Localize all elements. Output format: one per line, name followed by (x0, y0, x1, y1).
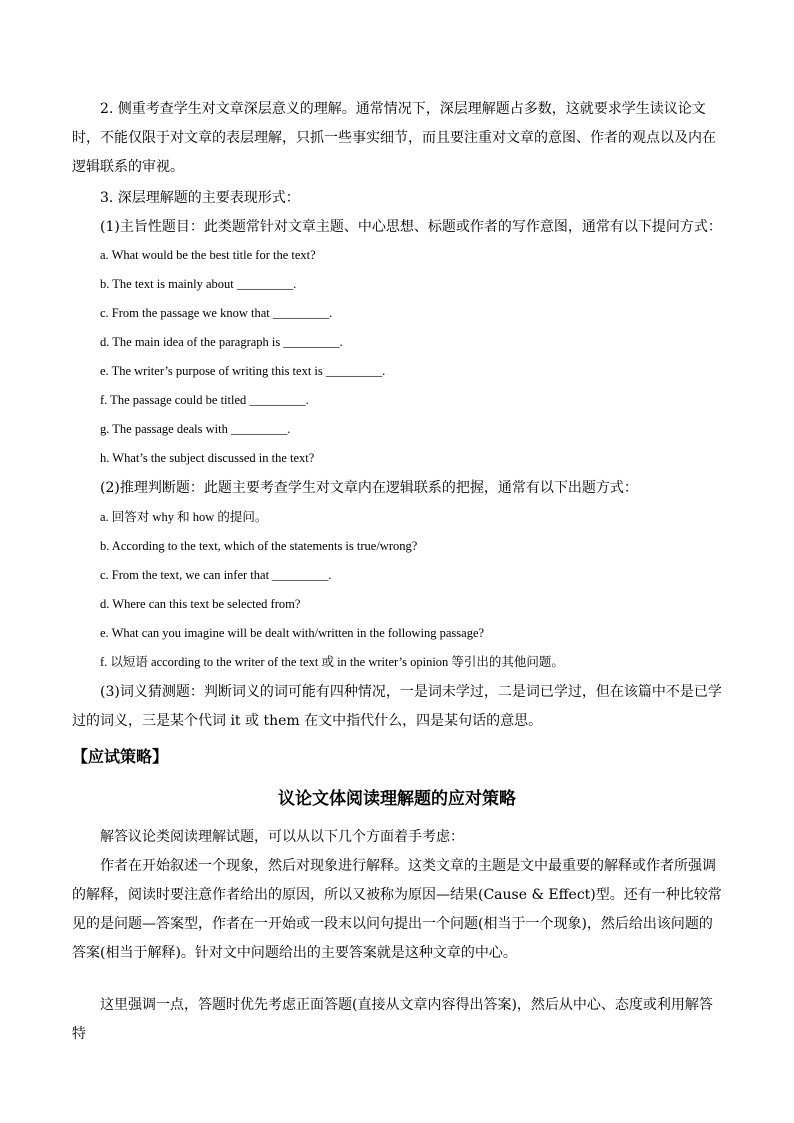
list-item: e. What can you imagine will be dealt with/written in the following passage? (100, 626, 485, 640)
body-paragraph: 解答议论类阅读理解试题，可以从以下几个方面着手考虑： (100, 829, 464, 845)
subheading-main-idea: (1)主旨性题目：此类题常针对文章主题、中心思想、标题或作者的写作意图，通常有以下提问方式： (100, 219, 722, 235)
list-item: f. The passage could be titled _________. (100, 393, 309, 407)
subheading-inference: (2)推理判断题：此题主要考查学生对文章内在逻辑联系的把握，通常有以下出题方式： (100, 480, 638, 496)
list-item: f. 以短语 according to the writer of the text 或 in the writer’s opinion 等引出的其他问题。 (100, 655, 564, 669)
list-item: a. What would be the best title for the text? (100, 248, 316, 262)
list-item: b. The text is mainly about _________. (100, 277, 297, 291)
page-title: 议论文体阅读理解题的应对策略 (278, 789, 516, 809)
subheading-word-meaning: (3)词义猜测题：判断词义的词可能有四种情况，一是词未学过，二是词已学过，但在该篇中不是已学过的词义，三是某个代词 it 或 them 在文中指代什么，四是某句话的意思。 (72, 684, 722, 729)
paragraph-3: 3. 深层理解题的主要表现形式： (100, 190, 300, 206)
list-item: c. From the text, we can infer that _________. (100, 568, 332, 582)
list-item: d. The main idea of the paragraph is _________. (100, 335, 343, 349)
list-item: c. From the passage we know that _________. (100, 306, 333, 320)
list-item: a. 回答对 why 和 how 的提问。 (100, 510, 268, 524)
list-item: h. What’s the subject discussed in the text? (100, 451, 315, 465)
section-heading: 【应试策略】 (72, 747, 169, 766)
list-item: e. The writer’s purpose of writing this text is _________. (100, 364, 386, 378)
list-item: b. According to the text, which of the statements is true/wrong? (100, 539, 418, 553)
body-paragraph: 这里强调一点，答题时优先考虑正面答题(直接从文章内容得出答案)，然后从中心、态度或利用解答特 (72, 997, 713, 1042)
body-paragraph: 作者在开始叙述一个现象，然后对现象进行解释。这类文章的主题是文中最重要的解释或作者所强调的解释，阅读时要注意作者给出的原因，所以又被称为原因—结果(Cause & Effect)型。还有一种比较常见的是问题—答案型，作者在一开始或一段末以问句提出一个问题(相当于一个现象)，然后给出该问题的答案(相当于解释)。针对文中问题给出的主要答案就是这种文章的中心。 (72, 858, 722, 961)
list-item: g. The passage deals with _________. (100, 422, 291, 436)
list-item: d. Where can this text be selected from? (100, 597, 301, 611)
paragraph-2: 2. 侧重考查学生对文章深层意义的理解。通常情况下，深层理解题占多数，这就要求学生读议论文时，不能仅限于对文章的表层理解，只抓一些事实细节，而且要注重对文章的意图、作者的观点以及内在逻辑联系的审视。 (72, 101, 716, 175)
